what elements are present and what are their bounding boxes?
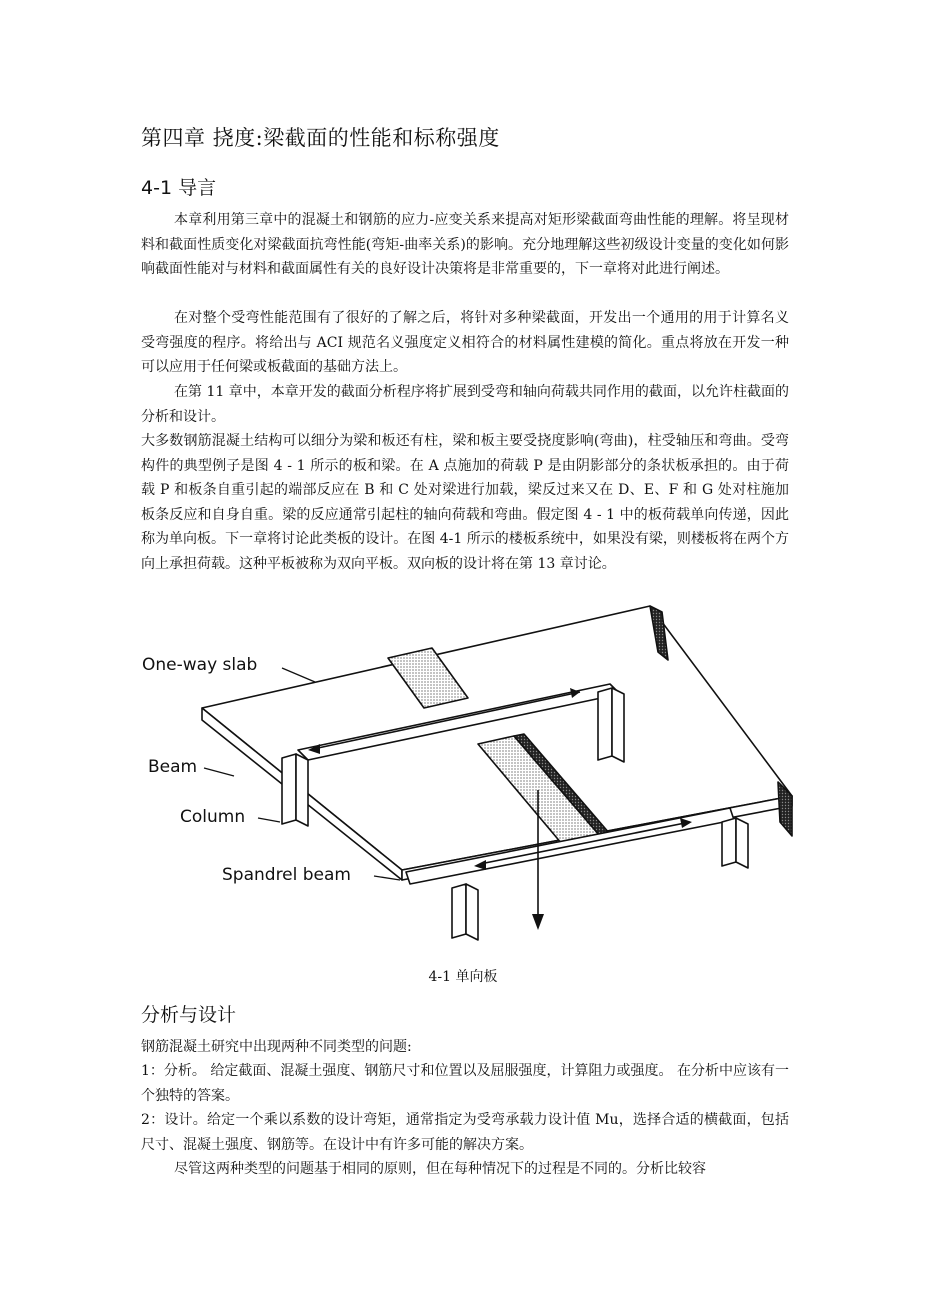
chapter-title: 第四章 挠度:梁截面的性能和标称强度 xyxy=(141,126,500,150)
section-heading-intro: 4-1 导言 xyxy=(141,177,217,199)
design-paragraph-1: 钢筋混凝土研究中出现两种不同类型的问题: xyxy=(141,1039,412,1055)
label-spandrel-beam: Spandrel beam xyxy=(222,865,351,885)
column-1 xyxy=(282,754,296,824)
design-paragraph-2: 1：分析。 给定截面、混凝土强度、钢筋尺寸和位置以及屈服强度，计算阻力或强度。 在分析中应该有一个独特的答案。 xyxy=(141,1063,789,1104)
one-way-slab-diagram xyxy=(130,600,810,950)
figure-caption: 4-1 单向板 xyxy=(428,969,498,985)
intro-paragraph-4: 大多数钢筋混凝土结构可以细分为梁和板还有柱，梁和板主要受挠度影响(弯曲)，柱受轴压和弯曲。受弯构件的典型例子是图 4 - 1 所示的板和梁。在 A 点施加的荷载 P 是由阴影部分的条状板承担的。由于荷载 P 和板条自重引起的端部反应在 B 和 C 处对梁进行加载，梁反过来又在 D、E、F 和 G 处对柱施加板条反应和自身自重。梁的反应通常引起柱的轴向荷载和弯曲。假定图 4 - 1 中的板荷载单向传递，因此称为单向板。下一章将讨论此类板的设计。在图 4-1 所示的楼板系统中，如果没有梁，则楼板将在两个方向上承担荷载。这种平板被称为双向平板。双向板的设计将在第 13 章讨论。 xyxy=(141,433,789,572)
intro-paragraph-3: 在第 11 章中，本章开发的截面分析程序将扩展到受弯和轴向荷载共同作用的截面，以允许柱截面的分析和设计。 xyxy=(141,384,789,425)
intro-paragraph-2: 在对整个受弯性能范围有了很好的了解之后，将针对多种梁截面，开发出一个通用的用于计算名义受弯强度的程序。将给出与 ACI 规范名义强度定义相符合的材料属性建模的简化。重点将放在开发一种可以应用于任何梁或板截面的基础方法上。 xyxy=(141,310,789,375)
section-heading-design: 分析与设计 xyxy=(141,1004,237,1026)
column-3 xyxy=(452,884,466,938)
label-beam: Beam xyxy=(148,757,198,777)
design-paragraph-4: 尽管这两种类型的问题基于相同的原则，但在每种情况下的过程是不同的。分析比较容 xyxy=(174,1161,706,1177)
intro-paragraph-1: 本章利用第三章中的混凝土和钢筋的应力-应变关系来提高对矩形梁截面弯曲性能的理解。将呈现材料和截面性质变化对梁截面抗弯性能(弯矩-曲率关系)的影响。充分地理解这些初级设计变量的变化如何影响截面性能对与材料和截面属性有关的良好设计决策将是非常重要的，下一章将对此进行阐述。 xyxy=(141,212,789,277)
design-paragraph-3: 2：设计。给定一个乘以系数的设计弯矩，通常指定为受弯承载力设计值 Mu，选择合适的横截面，包括尺寸、混凝土强度、钢筋等。在设计中有许多可能的解决方案。 xyxy=(141,1112,789,1153)
label-column: Column xyxy=(180,807,246,827)
column-2 xyxy=(598,688,612,760)
slab-top xyxy=(202,606,792,870)
column-4 xyxy=(722,818,736,866)
label-one-way-slab: One-way slab xyxy=(142,655,258,675)
